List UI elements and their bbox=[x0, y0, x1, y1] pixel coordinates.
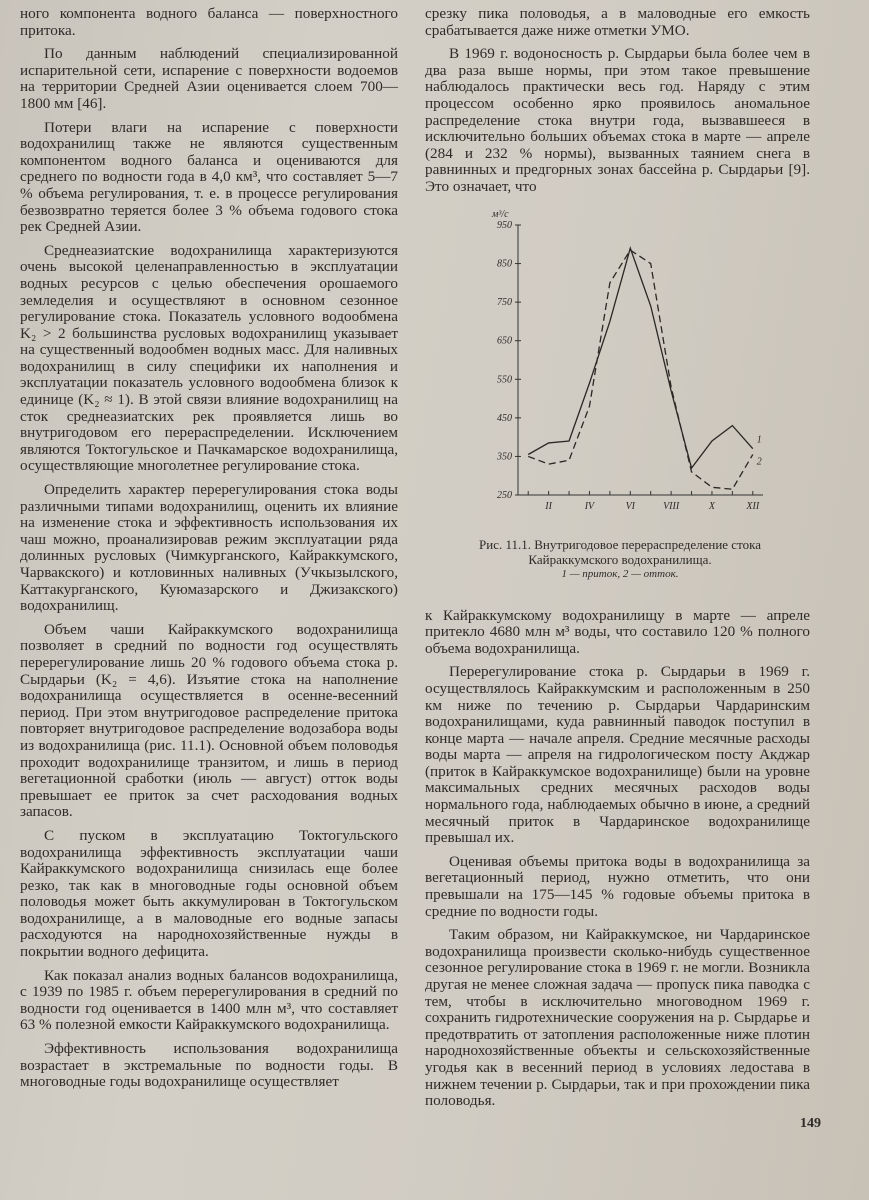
y-tick-label: 650 bbox=[497, 335, 512, 347]
series-line-1 bbox=[528, 248, 753, 468]
paragraph: ного компонента водного баланса — поверхностного притока. bbox=[20, 5, 398, 39]
figure-legend: 1 — приток, 2 — отток. bbox=[561, 567, 679, 580]
paragraph: Объем чаши Кайраккумского водохранилища позволяет в средний по водности год осуществлять перерегулирование лишь 20 % годового объема стока р. Сырдарьи (K₂ = 4,6). Изъятие стока на наполнение водохранилища осуществляется в осенне-весенний период. При этом внутригодовое распределение притока повторяет внутригодовое распределение водозабора воды из водохранилища (рис. 11.1). Основной объем половодья проходит водохранилище транзитом, и лишь в период вегетационной сработки (июль — август) отток воды превышает ее приток за счет расходования водных запасов. bbox=[20, 620, 398, 821]
paragraph: С пуском в эксплуатацию Токтогульского водохранилища эффективность эксплуатации чаши Кайраккумского водохранилища снизилась еще более резко, так как в многоводные годы основной объем половодья может быть аккумулирован в Токтогульском водохранилище, а в маловодные его водные запасы расходуются на народнохозяйственные нужды в покрытии водного дефицита. bbox=[20, 826, 398, 961]
paragraph: Как показал анализ водных балансов водохранилища, с 1939 по 1985 г. объем перерегулирования в средний по водности год оценивается в 1400 млн м³, что составляет 63 % полезной емкости Кайраккумского водохранилища. bbox=[20, 966, 398, 1034]
y-tick-label: 750 bbox=[497, 296, 512, 308]
paragraph: Определить характер перерегулирования стока воды различными типами водохранилищ, оценить их влияние на изменение стока и эффективность использования их чаш можно, проанализировав режим эксплуатации ряда долинных русловых (Чимкурганского, Кайраккумского, Чарвакского) и котловинных наливных (Учкызылского, Каттакурганского, Куюмазарского и Джизакского) водохранилищ. bbox=[20, 481, 398, 615]
inflow-outflow-chart bbox=[463, 203, 773, 563]
paragraph: По данным наблюдений специализированной испарительной сети, испарение с поверхности водоемов на территории Средней Азии оценивается слоем 700—1800 мм [46]. bbox=[20, 45, 398, 112]
paragraph: В 1969 г. водоносность р. Сырдарьи была более чем в два раза выше нормы, при этом такое превышение наблюдалось практически весь год. Наряду с этим процессом особенно ярко проявилось аномальное распределение стока внутри года, вызвавшееся в исключительно больших объемах стока в марте — апреле (284 и 232 % нормы), вызванных таянием снега в равнинных и предгорных зонах бассейна р. Сырдарьи [9]. Это означает, что bbox=[425, 45, 810, 195]
x-tick-label: IV bbox=[584, 500, 595, 512]
paragraph: Перерегулирование стока р. Сырдарьи в 1969 г. осуществлялось Кайраккумским и расположенным в 250 км ниже по течению р. Сырдарьи Чардаринским водохранилищами, куда равнинный паводок поступил в конце марта — начале апреля. Средние месячные расходы воды марта — апреля на гидрологическом посту Акджар (приток в Кайраккумское водохранилище) были на уровне максимальных средних месячных расходов воды нормального года, наблюдаемых обычно в июне, а средний месячный приток в Чардаринское водохранилище превышал их. bbox=[425, 663, 810, 847]
paragraph: Таким образом, ни Кайраккумское, ни Чардаринское водохранилища произвести сколько-нибудь существенное сезонное регулирование стока в 1969 г. не могли. Возникла другая не менее сложная задача — пропуск пика паводка с тем, чтобы в исключительно многоводном 1969 г. сохранить гидротехнические сооружения на р. Сырдарье и предотвратить от затопления расположенные ниже плотин народнохозяйственные объекты и сельскохозяйственные угодья как в весенний период в условиях ледостава в нижнем течении р. Сырдарьи, так и при прохождении пика половодья. bbox=[425, 926, 810, 1110]
y-tick-label: 250 bbox=[497, 489, 512, 501]
x-tick-label: VIII bbox=[663, 500, 680, 512]
figure-caption-text: Рис. 11.1. Внутригодовое перераспределение стока Кайраккумского водохранилища. bbox=[479, 536, 761, 567]
left-column bbox=[20, 6, 398, 1098]
series-line-2 bbox=[528, 250, 753, 489]
y-tick-label: 850 bbox=[497, 258, 512, 270]
x-tick-label: X bbox=[708, 500, 716, 512]
y-tick-label: 950 bbox=[497, 219, 512, 231]
right-column-bottom-text bbox=[425, 608, 810, 1110]
y-axis-label: м³/с bbox=[492, 208, 509, 220]
paragraph: Потери влаги на испарение с поверхности водохранилищ также не являются существенным компонентом водного баланса и оцениваются для среднего по водности года в 4,0 км³, что составляет 5—7 % объема регулирования, т. е. в процессе регулирования безвозвратно теряется более 3 % объема годового стока рек Средней Азии. bbox=[20, 118, 398, 236]
paragraph: к Кайраккумскому водохранилищу в марте — апреле притекло 4680 млн м³ воды, что составило 120 % полного объема водохранилища. bbox=[425, 606, 810, 657]
series-label-1: 1 bbox=[756, 434, 762, 446]
paragraph: Среднеазиатские водохранилища характеризуются очень высокой целенаправленностью в эксплуатации водных ресурсов с целью обеспечения орошаемого земледелия и осуществляют в основном сезонное регулирование стока. Показатель условного водообмена K₂ > 2 большинства русловых водохранилищ указывает на существенный водообмен водных масс. Для наливных водохранилищ в силу специфики их наполнения и эксплуатации показатель условного водообмена близок к единице (K₂ ≈ 1). В этой связи влияние водохранилищ на сток среднеазиатских рек проявляется лишь во внутригодовом его перераспределении. Исключением являются Токтогульское и Пачкамарское водохранилища, осуществляющие многолетнее регулирование стока. bbox=[20, 241, 398, 475]
figure-caption bbox=[455, 537, 785, 582]
x-tick-label: II bbox=[545, 500, 552, 512]
paragraph: срезку пика половодья, а в маловодные его емкость срабатывается даже ниже отметки УМО. bbox=[425, 5, 810, 39]
x-tick-label: VI bbox=[625, 500, 636, 512]
y-tick-label: 450 bbox=[497, 412, 512, 424]
paragraph: Эффективность использования водохранилища возрастает в экстремальные по водности годы. В многоводные годы водохранилище осуществляет bbox=[20, 1040, 398, 1091]
y-tick-label: 550 bbox=[497, 373, 512, 385]
x-tick-label: XII bbox=[746, 500, 760, 512]
right-column-top-text bbox=[425, 6, 810, 196]
right-column bbox=[425, 6, 810, 1117]
page-number: 149 bbox=[800, 1116, 821, 1131]
y-tick-label: 350 bbox=[497, 450, 512, 462]
figure-11-1 bbox=[425, 203, 810, 598]
series-label-2: 2 bbox=[756, 456, 762, 468]
paragraph: Оценивая объемы притока воды в водохранилища за вегетационный период, нужно отметить, что они превышали на 175—145 % годовые объемы притока в средние по водности годы. bbox=[425, 852, 810, 920]
